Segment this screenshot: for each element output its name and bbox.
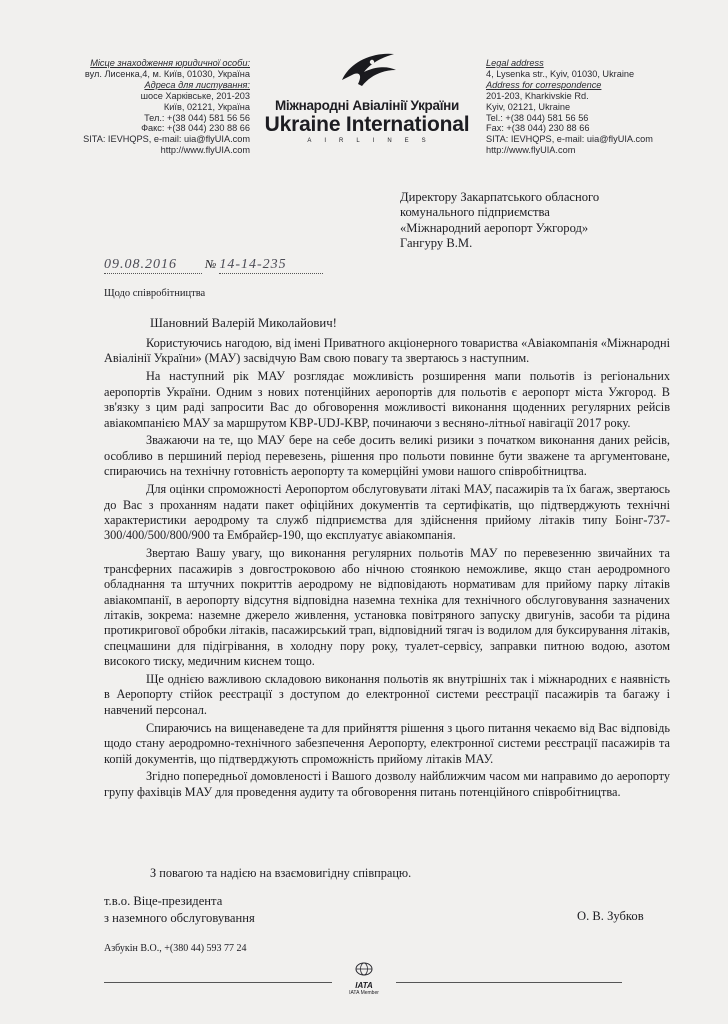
- registration-number: 14-14-235: [219, 257, 287, 272]
- position-line: т.в.о. Віце-президента: [104, 894, 223, 908]
- registration-number-field: [219, 257, 323, 274]
- logo-name-ua: Міжнародні Авіалінії України: [274, 98, 460, 113]
- signatory-name: О. В. Зубков: [577, 909, 644, 923]
- website-en: http://www.flyUIA.com: [486, 145, 576, 156]
- legal-address-title: Місце знаходження юридичної особи:: [90, 58, 250, 68]
- body-paragraph: Користуючись нагодою, від імені Приватного акціонерного товариства «Авіакомпанія «Міжнародні Авіалінії України» (МАУ) засвідчую Вам свою повагу та звертаюсь з наступним.: [104, 336, 670, 366]
- iata-label: IATA: [355, 981, 373, 990]
- correspondence-title-en: Address for correspondence: [486, 79, 602, 90]
- legal-address: вул. Лисенка,4, м. Київ, 01030, Україна: [84, 68, 250, 79]
- sita-email-en: SITA: IEVHQPS, e-mail: uia@flyUIA.com: [486, 134, 653, 145]
- footer-divider-left: [104, 982, 332, 983]
- correspondence-title: Адреса для листування:: [144, 79, 250, 90]
- number-sign: №: [205, 257, 217, 271]
- legal-address-title-en: Legal address: [486, 58, 544, 68]
- footer-divider-right: [396, 982, 622, 983]
- correspondence-city-en: Kyiv, 02121, Ukraine: [486, 101, 571, 112]
- position-line: з наземного обслуговування: [104, 911, 255, 925]
- correspondence-street-en: 201-203, Kharkivskie Rd.: [486, 90, 589, 101]
- registration-date: 09.08.2016: [104, 257, 177, 272]
- correspondence-street: шосе Харківське, 201-203: [140, 90, 250, 101]
- phone: Тел.: +(38 044) 581 56 56: [144, 112, 250, 123]
- website: http://www.flyUIA.com: [160, 145, 250, 156]
- addressee-block: [400, 190, 700, 251]
- executor-contact: Азбукін В.О., +(380 44) 593 77 24: [104, 943, 247, 954]
- fax-en: Fax: +(38 044) 230 88 66: [486, 123, 590, 134]
- closing-line: З повагою та надією на взаємовигідну співпрацю.: [150, 866, 412, 880]
- addressee-line: комунального підприємства: [400, 205, 550, 220]
- fax: Факс: +(38 044) 230 88 66: [141, 123, 250, 134]
- addressee-line: «Міжнародний аеропорт Ужгород»: [400, 220, 589, 235]
- addressee-line: Гангуру В.М.: [400, 235, 473, 250]
- body-paragraph: Ще однією важливою складовою виконання польотів як внутрішніх так і міжнародних є наявність в Аеропорту стійок реєстрації з доступом до електронної системи реєстрації пасажирів та багажу і навчений персонал.: [104, 672, 670, 717]
- registration-date-field: [104, 257, 202, 274]
- globe-icon: [355, 962, 373, 976]
- header-right-contacts: [486, 58, 706, 156]
- iata-logo: [340, 962, 388, 996]
- signatory-position: [104, 893, 255, 927]
- sita-email: SITA: IEVHQPS, e-mail: uia@flyUIA.com: [83, 134, 250, 145]
- letter-subject: Щодо співробітництва: [104, 288, 206, 299]
- header-left-contacts: [60, 58, 250, 156]
- body-paragraph: На наступний рік МАУ розглядає можливість розширення мапи польотів із регіональних аеропортів України. Одним з нових потенційних аеропортів для польотів є аеропорт міста Ужгород. В зв'язку з цим раді запросити Вас до обговорення можливості виконання щоденних регулярних рейсів авіакомпанією МАУ за маршрутом KBP-UDJ-KBP, починаючи з весняно-літньої навігації 2017 року.: [104, 369, 670, 430]
- phone-en: Tel.: +(38 044) 581 56 56: [486, 112, 589, 123]
- registration-line: [104, 257, 323, 274]
- body-paragraph: Спираючись на вищенаведене та для прийняття рішення з цього питання чекаємо від Вас відповідь щодо стану аеродромно-технічного забезпечення Аеропорту, електронної системи реєстрації пасажирів та копій документів, що підтверджують спроможність прийому літаків МАУ.: [104, 720, 670, 766]
- letter-body: [104, 336, 670, 803]
- logo-name-en: Ukraine International: [264, 113, 470, 136]
- addressee-line: Директору Закарпатського обласного: [400, 190, 600, 204]
- body-paragraph: Зважаючи на те, що МАУ бере на себе досить великі ризики з початком виконання даних рейсів, особливо в першиний період перевезень, рішення про польоти повинне бути зважене та аргументоване, спираючись на технічну готовність аеропорту та комерційні умови нашого співробітництва.: [104, 433, 670, 479]
- airline-bird-icon: [332, 50, 402, 96]
- body-paragraph: Звертаю Вашу увагу, що виконання регулярних польотів МАУ по перевезенню звичайних та трансферних пасажирів з довгостроковою або нічною стоянкою неможливе, якщо стан аеродромного обладнання та штучних покриттів аеродрому не відповідають нормативам для прийому парку літаків авіакомпанії, в аеропорту відсутня відповідна наземна техніка для технічного обслуговування зазначених літаків, зокрема: наземне джерело живлення, установка повітряного запуску двигунів, засоби та рідина протикригової обробки літаків, пасажирський трап, відповідний тягач із водилом для буксирування літаків, спецмашини для підігрівання, в холодну пору року, туалет-сервісу, заправки питною водою, азотом високого тиску, медичним киснем тощо.: [104, 546, 670, 669]
- body-paragraph: Згідно попередньої домовленості і Вашого дозволу найближчим часом ми направимо до аеропорту групу фахівців МАУ для проведення аудиту та обговорення питань потенційного співробітництва.: [104, 769, 670, 799]
- logo-airlines: AIRLINES: [307, 138, 439, 144]
- salutation: Шановний Валерій Миколайович!: [150, 316, 337, 330]
- body-paragraph: Для оцінки спроможності Аеропортом обслуговувати літакі МАУ, пасажирів та їх багаж, звертаюсь до Вас з проханням надати пакет офіційних документів та сертифікатів, що підтверджують технічні характеристики аеродрому та служб підприємства для здійснення прийому літаків типу Боінг-737-300/400/500/800/900 та Ембрайєр-190, що експлуатує авіакомпанія.: [104, 482, 670, 543]
- iata-member-label: IATA Member: [349, 990, 379, 996]
- airline-logo: [262, 50, 472, 144]
- legal-address-en: 4, Lysenka str., Kyiv, 01030, Ukraine: [486, 68, 635, 79]
- correspondence-city: Київ, 02121, Україна: [163, 101, 250, 112]
